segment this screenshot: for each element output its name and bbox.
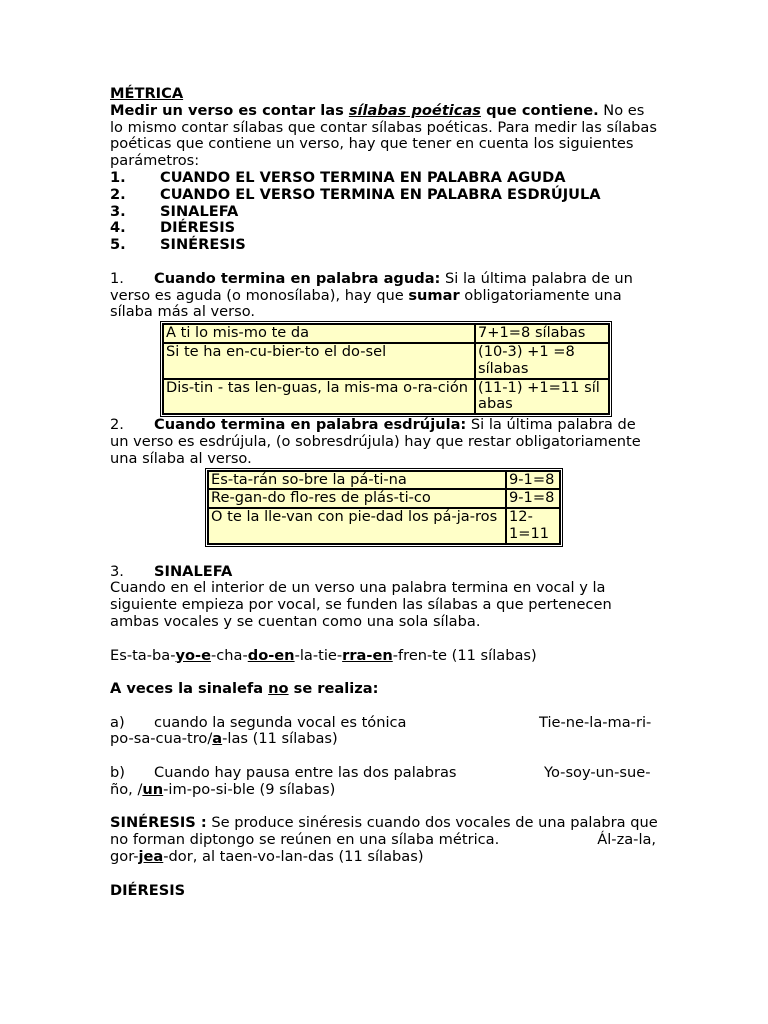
intro-rest: No es lo mismo contar sílabas que contar sílabas poéticas. Para medir las sílabas poéticas que contiene un verso, hay que tener en cuenta los siguientes parámetros: [110,101,657,170]
sinalefa-heading: 3. SINALEFA [110,562,233,580]
table-row [208,508,560,544]
parameter-item: 4. DIÉRESIS [110,219,236,237]
aguda-table [160,321,612,417]
sinalefa-definition: Cuando en el interior de un verso una palabra termina en vocal y la siguiente empieza por vocal, se funden las sílabas a que pertenecen ambas vocales y se cuentan como una sola sílaba. [110,579,612,630]
parameter-item: 3. SINALEFA [110,202,239,220]
table-row [163,343,609,379]
verse-cell: O te la lle-van con pie-dad los pá-ja-ros [208,508,506,544]
parameter-item: 5. SINÉRESIS [110,236,246,254]
sinalefa-exception-heading: A veces la sinalefa no se realiza: [110,680,379,698]
esdrujula-paragraph: 2. Cuando termina en palabra esdrújula: Si la última palabra de un verso es esdrújula, (o sobresdrújula) hay que restar obligatoriamente una sílaba al verso. [110,416,641,467]
intro-bold-b: que contiene. [481,101,599,119]
verse-cell: Dis-tin - tas len-guas, la mis-ma o-ra-ción [163,379,475,415]
intro-paragraph [110,103,658,170]
count-cell: 9-1=8 [506,489,560,508]
table-row [208,489,560,508]
esdrujula-table [205,468,563,547]
aguda-paragraph: 1. Cuando termina en palabra aguda: Si la última palabra de un verso es aguda (o monosílaba), hay que sumar obligatoriamente una sílaba más al verso. [110,269,633,321]
intro-bold-emphasis: sílabas poéticas [348,101,481,119]
verse-cell: Re-gan-do flo-res de plás-ti-co [208,489,506,508]
sineresis-paragraph: SINÉRESIS : Se produce sinéresis cuando dos vocales de una palabra que no forman diptongo se reúnen en una sílaba métrica. Ál-za-la, gor-jea-dor, al taen-vo-lan-das (11 sílabas) [110,814,658,866]
parameter-list [110,170,658,254]
intro-bold-a: Medir un verso es contar las [110,101,349,119]
esdrujula-heading: Cuando termina en palabra esdrújula: [154,416,467,434]
parameter-item: 1. CUANDO EL VERSO TERMINA EN PALABRA AGUDA [110,168,566,186]
dieresis-heading: DIÉRESIS [110,881,186,899]
document-page [110,86,658,899]
count-cell: 7+1=8 sílabas [475,324,609,343]
table-row [163,379,609,415]
count-cell: 12-1=11 [506,508,560,544]
count-cell: 9-1=8 [506,471,560,490]
table-row [163,324,609,343]
aguda-number: 1. [110,269,124,287]
aguda-heading: Cuando termina en palabra aguda: [154,269,441,287]
verse-cell: A ti lo mis-mo te da [163,324,475,343]
table-row [208,471,560,490]
count-cell: (11-1) +1=11 síl abas [475,379,609,415]
sineresis-heading: SINÉRESIS : [110,814,207,832]
verse-cell: Si te ha en-cu-bier-to el do-sel [163,343,475,379]
verse-cell: Es-ta-rán so-bre la pá-ti-na [208,471,506,490]
exception-case-a: a) cuando la segunda vocal es tónica Tie-ne-la-ma-ri-po-sa-cua-tro/a-las (11 sílabas) [110,713,652,748]
exception-case-b: b) Cuando hay pausa entre las dos palabras Yo-soy-un-sue-ño, /un-im-po-si-ble (9 sílabas) [110,764,651,798]
document-title: MÉTRICA [110,85,184,102]
esdrujula-number: 2. [110,416,124,434]
sinalefa-example: Es-ta-ba-yo-e-cha-do-en-la-tie-rra-en-fren-te (11 sílabas) [110,646,537,664]
parameter-item: 2. CUANDO EL VERSO TERMINA EN PALABRA ESDRÚJULA [110,185,601,203]
count-cell: (10-3) +1 =8 sílabas [475,343,609,379]
